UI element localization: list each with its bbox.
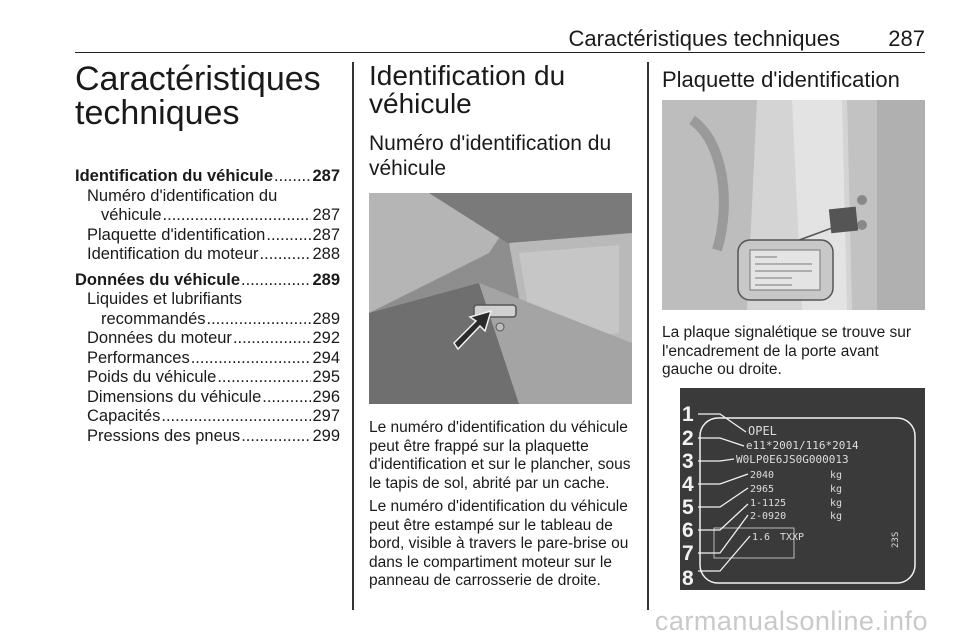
toc-leader-dots: [262, 388, 311, 408]
vin-column: [369, 62, 634, 591]
toc-entry-label: Identification du véhicule: [75, 167, 274, 185]
callout-number: 5: [682, 496, 694, 519]
toc-entry-page: 287: [312, 167, 340, 185]
toc-entry-page: 288: [312, 245, 340, 263]
toc-entry-label: Poids du véhicule: [87, 368, 217, 386]
plate-line-1: OPEL: [748, 424, 777, 438]
chapter-title-line2: techniques: [75, 94, 240, 132]
toc-entry-page: 287: [312, 206, 340, 224]
vin-paragraph-1: Le numéro d'identification du véhicule peut être frappé sur la plaquette d'identification et sur le plancher, sous le tapis de sol, abrité par un cache.: [369, 419, 631, 492]
toc-entry-label: véhicule: [101, 206, 162, 224]
toc-entry-page: 292: [312, 329, 340, 347]
toc-entry-label: Plaquette d'identification: [87, 225, 266, 244]
toc-entry-label: Dimensions du véhicule: [87, 387, 262, 406]
toc-entry[interactable]: [75, 245, 340, 265]
vin-paragraph-2: Le numéro d'identification du véhicule peut être estampé sur le tableau de bord, visible à travers le pare-brise ou dans le compartiment moteur sur le panneau de carrosserie de droite.: [369, 498, 629, 589]
toc-leader-dots: [217, 368, 311, 388]
toc-entry[interactable]: [75, 407, 340, 427]
toc-entry-label: Identification du moteur: [87, 245, 259, 263]
toc-leader-dots: [274, 167, 311, 187]
callout-numbers: [682, 403, 694, 590]
plate-unit-4: kg: [830, 511, 843, 522]
toc-entry[interactable]: [75, 427, 340, 447]
plate-section-title: Plaquette d'identification: [662, 67, 900, 92]
toc-entry-page: 294: [312, 348, 340, 367]
subsection-title-line2: véhicule: [369, 157, 447, 180]
toc-entry-label: Données du véhicule: [75, 270, 241, 289]
chapter-title: [75, 62, 340, 130]
vin-floor-photo: [369, 193, 632, 404]
toc-leader-dots: [161, 407, 311, 427]
vin-floor-illustration: [369, 193, 632, 404]
plate-corner-code: 23S: [891, 531, 901, 548]
callout-number: 3: [682, 450, 694, 473]
section-title-line1: Identification du: [369, 60, 566, 91]
toc-entry-label: Performances: [87, 348, 190, 367]
toc-entry[interactable]: [75, 271, 340, 291]
plate-line-8: 1.6: [752, 532, 771, 543]
section-title-line2: véhicule: [369, 88, 472, 119]
toc-entry-label: Numéro d'identification du: [87, 186, 278, 205]
toc-entry-page: 296: [312, 387, 340, 406]
door-frame-illustration: [662, 100, 925, 310]
toc-entry[interactable]: [75, 368, 340, 388]
callout-number: 1: [682, 403, 694, 426]
toc-entry-label: Pressions des pneus: [87, 426, 241, 445]
subsection-title-line1: Numéro d'identification du: [369, 132, 612, 155]
plate-line-4: 2040: [750, 470, 775, 481]
toc-leader-dots: [241, 427, 311, 447]
watermark: carmanualsonline.info: [654, 606, 928, 636]
callout-number: 4: [682, 473, 694, 496]
section-title: [369, 62, 634, 118]
toc-entry-label: Capacités: [87, 407, 161, 425]
callout-number: 8: [682, 567, 694, 590]
toc-leader-dots: [266, 226, 311, 246]
toc-entry[interactable]: [75, 290, 340, 310]
toc-entry[interactable]: [75, 388, 340, 408]
toc-entry-label: recommandés: [101, 309, 206, 328]
toc-entry-page: 287: [312, 225, 340, 244]
plate-diagram: [680, 388, 925, 590]
column-divider: [352, 62, 354, 610]
subsection-title: [369, 131, 634, 181]
toc-entry-page: 289: [312, 309, 340, 328]
table-of-contents: [75, 167, 340, 446]
plate-unit-3: kg: [830, 498, 843, 509]
toc-entry-page: 289: [312, 270, 340, 289]
toc-leader-dots: [207, 310, 312, 330]
plate-column: [662, 62, 927, 380]
column-divider: [647, 62, 649, 610]
toc-leader-dots: [191, 349, 312, 369]
toc-leader-dots: [260, 245, 312, 265]
chapter-column: [75, 62, 340, 446]
callout-number: 7: [682, 542, 694, 565]
plate-figure: [680, 388, 925, 590]
chapter-title-line1: Caractéristiques: [75, 60, 321, 98]
plate-unit-1: kg: [830, 470, 843, 481]
toc-entry[interactable]: [75, 187, 340, 207]
running-header-title: Caractéristiques techniques: [568, 26, 840, 51]
toc-entry-label: Liquides et lubrifiants: [87, 290, 243, 308]
callout-number: 2: [682, 427, 694, 450]
toc-entry[interactable]: [75, 310, 340, 330]
running-header: [75, 0, 925, 53]
toc-entry[interactable]: [75, 226, 340, 246]
toc-entry[interactable]: [75, 349, 340, 369]
callout-number: 6: [682, 519, 694, 542]
toc-entry[interactable]: [75, 167, 340, 187]
toc-leader-dots: [233, 329, 312, 349]
plate-line-7: 2-0920: [750, 511, 787, 522]
page-number: 287: [888, 26, 925, 51]
toc-entry-page: 297: [312, 407, 340, 425]
toc-leader-dots: [163, 206, 312, 226]
toc-entry[interactable]: [75, 206, 340, 226]
door-frame-photo: [662, 100, 925, 310]
plate-line-5: 2965: [750, 484, 775, 495]
plate-line-8b: TXXP: [780, 532, 805, 543]
toc-leader-dots: [241, 271, 311, 291]
plate-line-6: 1-1125: [750, 498, 787, 509]
toc-entry-page: 299: [312, 426, 340, 445]
plate-line-2: e11*2001/116*2014: [746, 439, 859, 452]
toc-entry[interactable]: [75, 329, 340, 349]
toc-entry-label: Données du moteur: [87, 329, 232, 347]
plate-paragraph: La plaque signalétique se trouve sur l'encadrement de la porte avant gauche ou droite.: [662, 324, 912, 378]
plate-line-3: W0LP0E6JS0G000013: [736, 453, 849, 466]
plate-unit-2: kg: [830, 484, 843, 495]
toc-entry-page: 295: [312, 368, 340, 386]
